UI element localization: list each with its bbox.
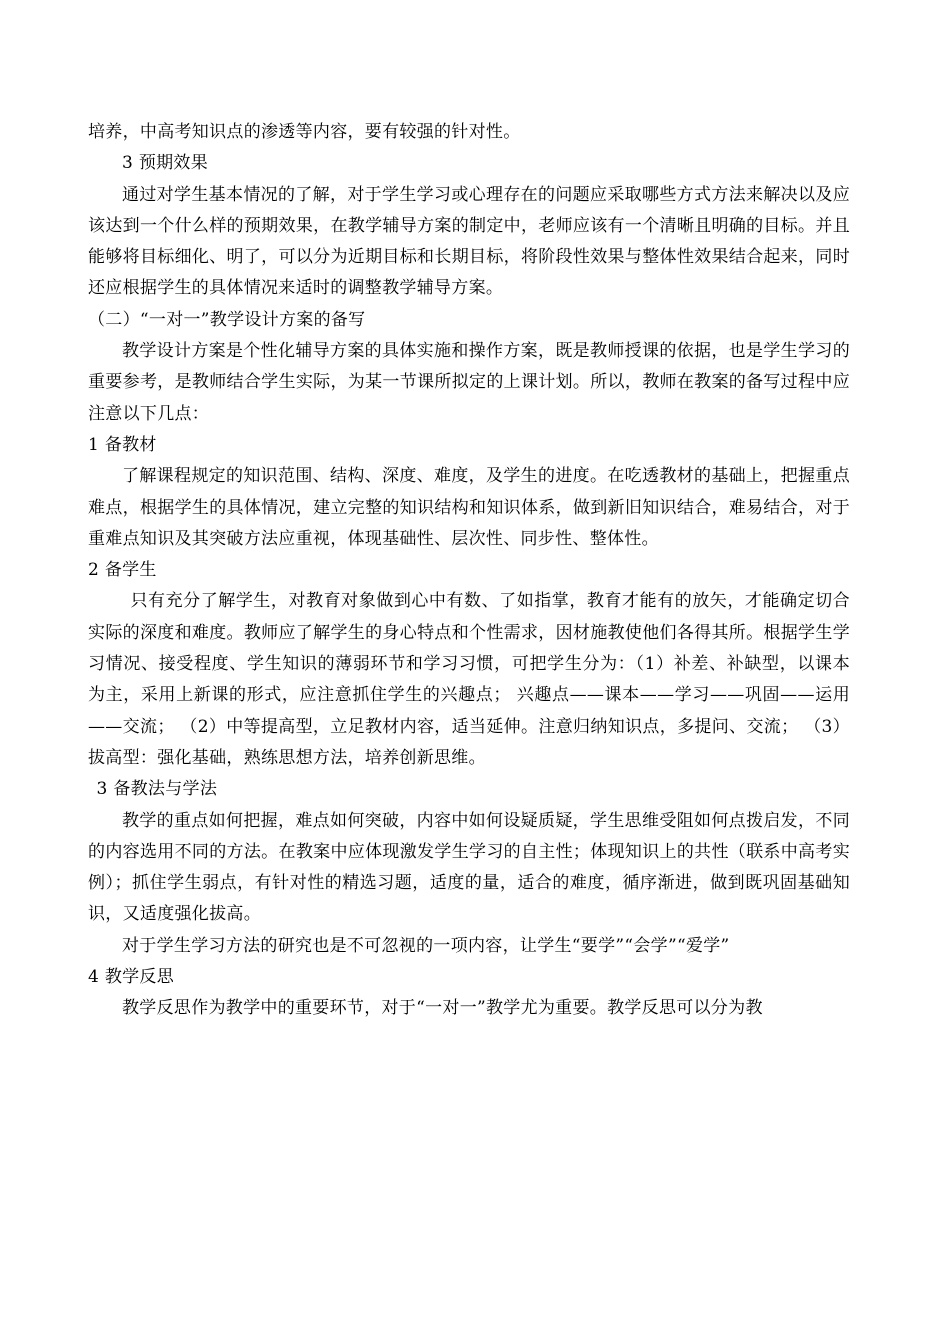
- heading-prepare-methods: 3 备教法与学法: [96, 779, 218, 800]
- paragraph-prepare-materials: 了解课程规定的知识范围、结构、深度、难度，及学生的进度。在吃透教材的基础上，把握重点难点，根据学生的具体情况，建立完整的知识结构和知识体系，做到新旧知识结合，难易结合，对于重难点知识及其突破方法应重视，体现基础性、层次性、同步性、整体性。: [88, 466, 850, 549]
- paragraph-teaching-design: 教学设计方案是个性化辅导方案的具体实施和操作方案，既是教师授课的依据，也是学生学习的重要参考，是教师结合学生实际，为某一节课所拟定的上课计划。所以，教师在教案的备写过程中应注意以下几点：: [88, 341, 850, 424]
- heading-prepare-materials: 1 备教材: [88, 434, 157, 455]
- paragraph-continuation: 培养，中高考知识点的渗透等内容，要有较强的针对性。: [88, 122, 521, 142]
- document-body: [88, 117, 850, 1025]
- paragraph-expected-effect: 通过对学生基本情况的了解，对于学生学习或心理存在的问题应采取哪些方式方法来解决以及应该达到一个什么样的预期效果，在教学辅导方案的制定中，老师应该有一个清晰且明确的目标。并且能够将目标细化、明了，可以分为近期目标和长期目标，将阶段性效果与整体性效果结合起来，同时还应根据学生的具体情况来适时的调整教学辅导方案。: [88, 184, 850, 299]
- section-heading-teaching-design: （二）“一对一”教学设计方案的备写: [88, 309, 366, 330]
- heading-teaching-reflection: 4 教学反思: [88, 967, 175, 988]
- heading-expected-effect: 3 预期效果: [122, 153, 209, 174]
- paragraph-prepare-students: 只有充分了解学生，对教育对象做到心中有数、了如指掌，教育才能有的放矢，才能确定切合实际的深度和难度。教师应了解学生的身心特点和个性需求，因材施教使他们各得其所。根据学生学习情况、接受程度、学生知识的薄弱环节和学习习惯，可把学生分为：（1）补差、补缺型，以课本为主，采用上新课的形式，应注意抓住学生的兴趣点； 兴趣点——课本——学习——巩固——运用——交流； （2）中等提高型，立足教材内容，适当延伸。注意归纳知识点，多提问、交流； （3）拔高型：强化基础，熟练思想方法，培养创新思维。: [88, 591, 850, 768]
- paragraph-teaching-reflection: 教学反思作为教学中的重要环节，对于“一对一”教学尤为重要。教学反思可以分为教: [122, 998, 763, 1019]
- paragraph-learning-methods: 对于学生学习方法的研究也是不可忽视的一项内容，让学生“要学”“会学”“爱学”: [122, 935, 730, 956]
- heading-prepare-students: 2 备学生: [88, 560, 157, 581]
- paragraph-prepare-methods: 教学的重点如何把握，难点如何突破，内容中如何设疑质疑，学生思维受阻如何点拨启发，不同的内容选用不同的方法。在教案中应体现激发学生学习的自主性；体现知识上的共性（联系中高考实例）；抓住学生弱点，有针对性的精选习题，适度的量，适合的难度，循序渐进，做到既巩固基础知识，又适度强化拔高。: [88, 810, 850, 925]
